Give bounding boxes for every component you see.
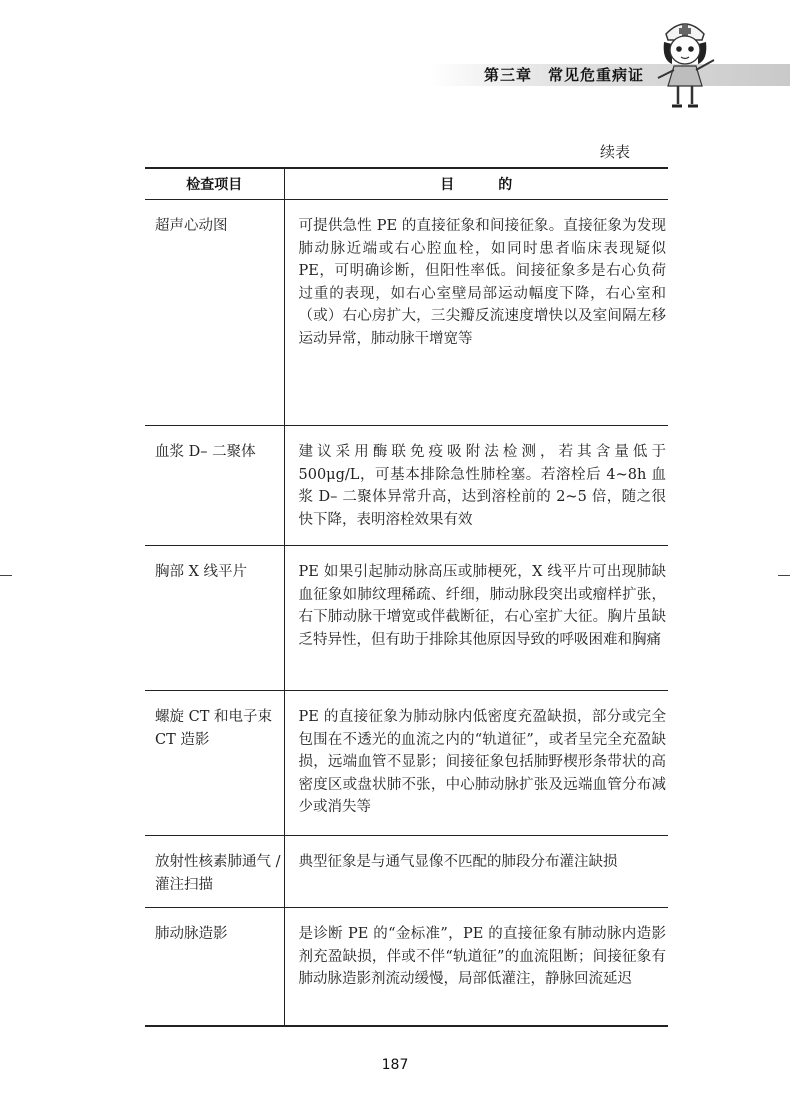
exam-item: 肺动脉造影	[145, 908, 284, 1026]
exam-purpose: 典型征象是与通气显像不匹配的肺段分布灌注缺损	[284, 836, 668, 908]
table-header-row	[145, 168, 668, 200]
table-row	[145, 836, 668, 908]
exam-item: 放射性核素肺通气 / 灌注扫描	[145, 836, 284, 908]
crop-mark-left	[0, 575, 12, 576]
crop-mark-right	[778, 575, 790, 576]
table-row	[145, 691, 668, 836]
exam-purpose: PE 如果引起肺动脉高压或肺梗死，X 线平片可出现肺缺血征象如肺纹理稀疏、纤细，肺动脉段突出或瘤样扩张，右下肺动脉干增宽或伴截断征，右心室扩大征。胸片虽缺乏特异性，但有助于排除其他原因导致的呼吸困难和胸痛	[284, 546, 668, 691]
chapter-title: 第三章 常见危重病证	[484, 66, 645, 84]
nurse-mascot-icon	[652, 14, 718, 110]
exam-item: 血浆 D– 二聚体	[145, 426, 284, 546]
exam-item: 超声心动图	[145, 200, 284, 426]
exam-purpose: 是诊断 PE 的“金标准”，PE 的直接征象有肺动脉内造影剂充盈缺损，伴或不伴“轨道征”的血流阻断；间接征象有肺动脉造影剂流动缓慢，局部低灌注，静脉回流延迟	[284, 908, 668, 1026]
page-number: 187	[381, 1057, 409, 1073]
exam-item: 螺旋 CT 和电子束 CT 造影	[145, 691, 284, 836]
continued-label: 续表	[600, 143, 631, 161]
table-row	[145, 426, 668, 546]
exam-purpose: 可提供急性 PE 的直接征象和间接征象。直接征象为发现肺动脉近端或右心腔血栓，如同时患者临床表现疑似 PE，可明确诊断，但阳性率低。间接征象多是右心负荷过重的表现，如右心室壁局部运动幅度下降，右心室和（或）右心房扩大，三尖瓣反流速度增快以及室间隔左移运动异常，肺动脉干增宽等	[284, 200, 668, 426]
table-row	[145, 908, 668, 1026]
table-row	[145, 546, 668, 691]
table-row	[145, 200, 668, 426]
column-header-item: 检查项目	[145, 168, 284, 200]
exam-item: 胸部 X 线平片	[145, 546, 284, 691]
exam-table	[145, 167, 668, 1027]
exam-purpose: 建议采用酶联免疫吸附法检测，若其含量低于 500μg/L，可基本排除急性肺栓塞。若溶栓后 4~8h 血浆 D– 二聚体异常升高，达到溶栓前的 2~5 倍，随之很快下降，表明溶栓效果有效	[284, 426, 668, 546]
column-header-purpose: 目的	[284, 168, 668, 200]
exam-purpose: PE 的直接征象为肺动脉内低密度充盈缺损，部分或完全包围在不透光的血流之内的“轨道征”，或者呈完全充盈缺损，远端血管不显影；间接征象包括肺野楔形条带状的高密度区或盘状肺不张，中心肺动脉扩张及远端血管分布减少或消失等	[284, 691, 668, 836]
